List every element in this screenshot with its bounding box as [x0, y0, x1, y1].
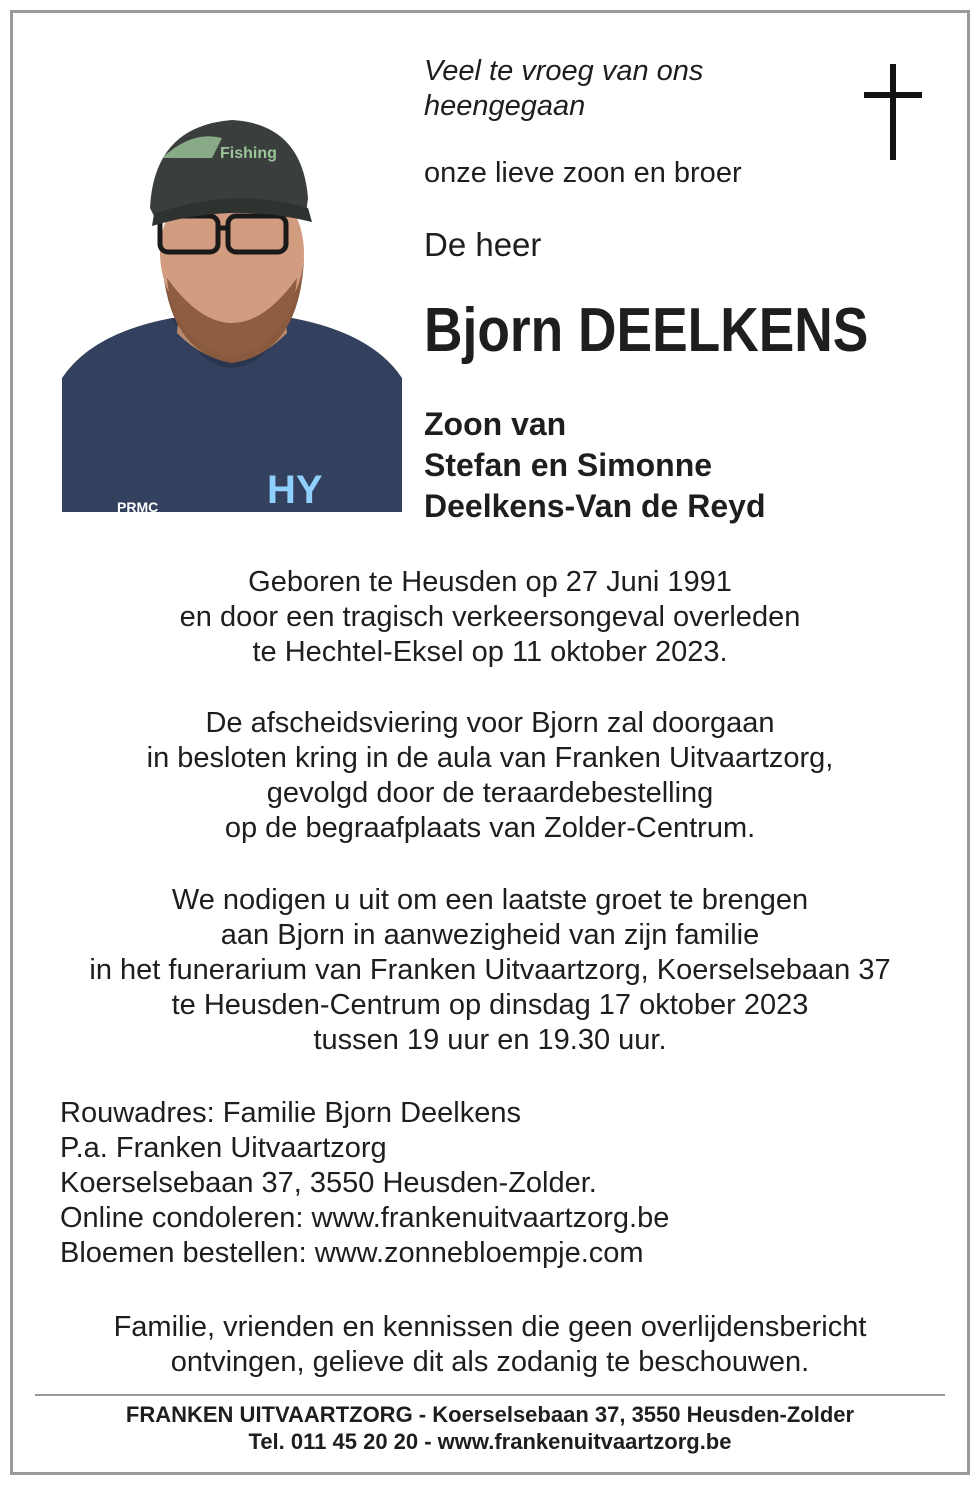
- condolence-link[interactable]: Online condoleren: www.frankenuitvaartzorg.be: [60, 1202, 670, 1234]
- footer: [0, 1401, 980, 1455]
- intro-text: [424, 54, 703, 124]
- address-line: Rouwadres: Familie Bjorn Deelkens: [60, 1097, 521, 1129]
- paragraph-line: ontvingen, gelieve dit als zodanig te beschouwen.: [170, 1346, 810, 1378]
- intro-line: heengegaan: [424, 90, 586, 122]
- notice-paragraph: [0, 1310, 980, 1380]
- paragraph-line: op de begraafplaats van Zolder-Centrum.: [224, 812, 756, 844]
- portrait-photo: [62, 118, 402, 512]
- ceremony-paragraph: [0, 706, 980, 846]
- paragraph-line: tussen 19 uur en 19.30 uur.: [313, 1024, 667, 1056]
- shirt-logo: HY: [267, 468, 323, 512]
- paragraph-line: te Hechtel-Eksel op 11 oktober 2023.: [252, 636, 728, 668]
- address-line: Koerselsebaan 37, 3550 Heusden-Zolder.: [60, 1167, 597, 1199]
- shirt-text: PRMC: [117, 499, 159, 512]
- footer-address: FRANKEN UITVAARTZORG - Koerselsebaan 37, 3550 Heusden-Zolder: [125, 1402, 855, 1427]
- cross-icon: [864, 64, 922, 160]
- flowers-link[interactable]: Bloemen bestellen: www.zonnebloempje.com: [60, 1237, 644, 1269]
- paragraph-line: We nodigen u uit om een laatste groet te brengen: [171, 884, 809, 916]
- parents-line: Stefan en Simonne: [424, 447, 713, 483]
- parents-line: Zoon van: [424, 406, 567, 442]
- intro-line: Veel te vroeg van ons: [424, 55, 704, 87]
- paragraph-line: in het funerarium van Franken Uitvaartzorg, Koerselsebaan 37: [89, 954, 891, 986]
- birth-death-paragraph: [0, 565, 980, 670]
- parents-block: [424, 404, 765, 527]
- address-line: P.a. Franken Uitvaartzorg: [60, 1132, 387, 1164]
- visitation-paragraph: [0, 883, 980, 1058]
- paragraph-line: Familie, vrienden en kennissen die geen overlijdensbericht: [113, 1311, 867, 1343]
- paragraph-line: gevolgd door de teraardebestelling: [266, 777, 714, 809]
- deceased-name: Bjorn DEELKENS: [424, 296, 869, 365]
- address-block: [60, 1096, 669, 1271]
- svg-text:Fishing: Fishing: [220, 145, 277, 162]
- honorific: De heer: [424, 226, 542, 263]
- relation-text: onze lieve zoon en broer: [424, 157, 742, 189]
- paragraph-line: aan Bjorn in aanwezigheid van zijn familie: [220, 919, 760, 951]
- footer-contact: Tel. 011 45 20 20 - www.frankenuitvaartzorg.be: [248, 1429, 732, 1454]
- paragraph-line: te Heusden-Centrum op dinsdag 17 oktober 2023: [171, 989, 809, 1021]
- footer-divider: [35, 1394, 945, 1396]
- paragraph-line: en door een tragisch verkeersongeval overleden: [179, 601, 801, 633]
- parents-line: Deelkens-Van de Reyd: [424, 488, 766, 524]
- paragraph-line: De afscheidsviering voor Bjorn zal doorgaan: [205, 707, 775, 739]
- paragraph-line: Geboren te Heusden op 27 Juni 1991: [248, 566, 732, 598]
- paragraph-line: in besloten kring in de aula van Franken Uitvaartzorg,: [146, 742, 834, 774]
